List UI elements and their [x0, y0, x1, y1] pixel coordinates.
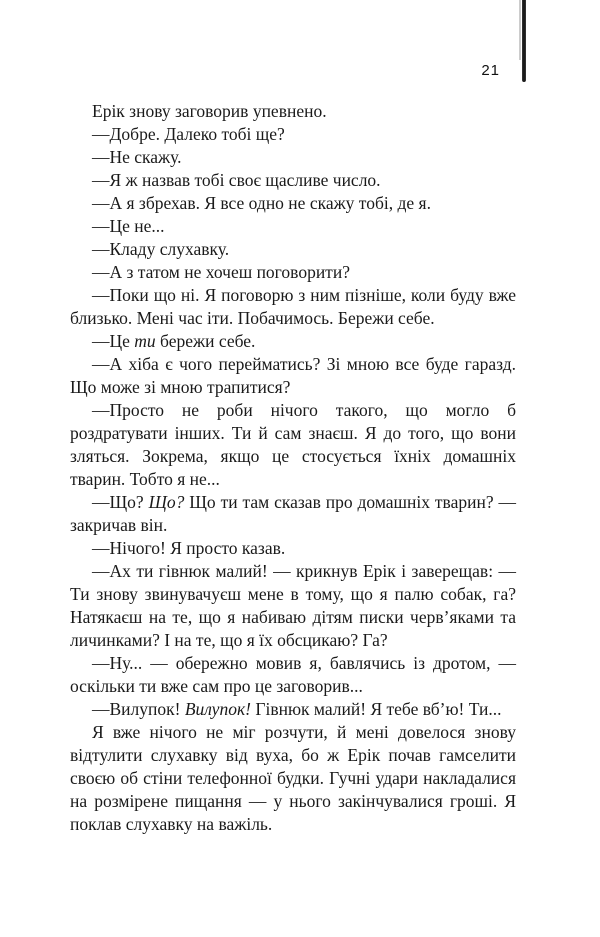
- emphasis-text: ти: [134, 331, 156, 351]
- dialogue-line: —Що? Що? Що ти там сказав про домашніх тварин? — закричав він.: [70, 492, 517, 535]
- emphasis-text: Що?: [148, 492, 185, 512]
- page-edge-shadow: [519, 0, 521, 60]
- dialogue-line: —Просто не роби нічого такого, що могло б роздратувати інших. Ти й сам знаєш. Я до того, що вони злятьcя. Зокрема, якщо це стосується їхніх домашніх тварин. Тобто я не...: [70, 400, 516, 489]
- dialogue-line: —Ну... — обережно мовив я, бавлячись із дротом, — оскільки ти вже сам про це заговорив...: [70, 653, 516, 696]
- dialogue-line: —Нічого! Я просто казав.: [92, 538, 286, 558]
- body-text: [70, 100, 516, 836]
- page-edge-mark: [522, 0, 526, 82]
- dialogue-line: —Це не...: [92, 216, 165, 236]
- emphasis-text: Вилупок!: [184, 699, 251, 719]
- dialogue-line: —Кладу слухавку.: [92, 239, 230, 259]
- dialogue-line: —Не скажу.: [92, 147, 182, 167]
- paragraph: Ерік знову заговорив упевнено.: [92, 101, 327, 121]
- dialogue-line: —Я ж назвав тобі своє щасливе число.: [92, 170, 381, 190]
- page-number: 21: [481, 62, 500, 79]
- dialogue-line: —А хіба є чого перейматись? Зі мною все буде гаразд. Що може зі мною трапитися?: [70, 354, 516, 397]
- dialogue-line: —Ах ти гівнюк малий! — крикнув Ерік і заверещав: — Ти знову звинувачуєш мене в тому, що я палю собак, га? Натякаєш на те, що я набиваю дітям писки черв’яками та личинками? І на те, що я їх обсцикаю? Га?: [70, 561, 516, 650]
- dialogue-line: —Це ти бережи себе.: [92, 331, 256, 351]
- dialogue-line: —А я збрехав. Я все одно не скажу тобі, де я.: [92, 193, 431, 213]
- dialogue-line: —Добре. Далеко тобі ще?: [92, 124, 285, 144]
- dialogue-line: —Поки що ні. Я поговорю з ним пізніше, коли буду вже близько. Мені час іти. Побачимось. Бережи себе.: [70, 285, 516, 328]
- dialogue-line: —Вилупок! Вилупок! Гівнюк малий! Я тебе вб’ю! Ти...: [92, 699, 502, 719]
- dialogue-line: —А з татом не хочеш поговорити?: [92, 262, 350, 282]
- paragraph: Я вже нічого не міг розчути, й мені довелося знову відтулити слухавку від вуха, бо ж Ерік почав гамселити своєю об стіни телефонної будки. Гучні удари накладалися на розмірене пищання — у нього закінчувалися гроші. Я поклав слухавку на важіль.: [70, 722, 516, 834]
